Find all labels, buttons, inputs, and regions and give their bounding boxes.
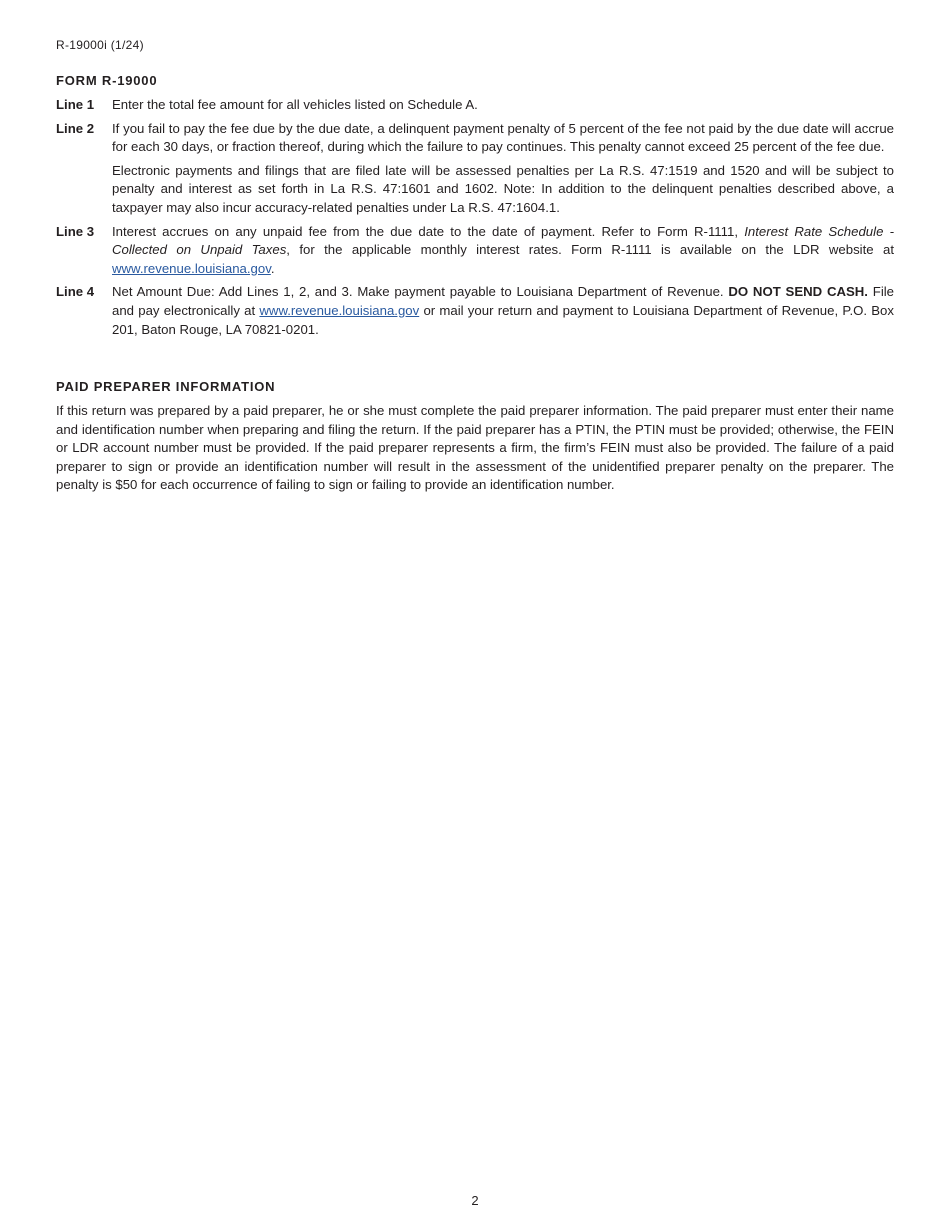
line-label: Line 3 [56, 223, 95, 239]
page-number: 2 [471, 1193, 479, 1208]
line-text [112, 120, 894, 218]
electronic-penalty-paragraph: Electronic payments and filings that are filed late will be assessed penalties per La R.S. 47:1519 and 1520 and will be subject to penalty and interest as set forth in La R.S. 47:1601 and 1602. Note: In addition to the delinquent penalties described above, a taxpayer may also incur accuracy-related penalties under La R.S. 47:1604.1. [112, 162, 894, 215]
ldr-website-link[interactable]: www.revenue.louisiana.gov [112, 260, 271, 276]
penalty-paragraph: If you fail to pay the fee due by the due date, a delinquent payment penalty of 5 percent of the fee not paid by the due date will accrue for each 30 days, or fraction thereof, during which the failure to pay continues. This penalty cannot exceed 25 percent of the fee due. [112, 120, 894, 155]
line-3-instruction [56, 223, 894, 279]
no-cash-warning: DO NOT SEND CASH. [728, 284, 868, 300]
line-4-instruction [56, 283, 894, 339]
line-instructions [56, 96, 894, 344]
line-text: Interest accrues on any unpaid fee from the due date to the date of payment. Refer to Form R-1111, Interest Rate Schedule - Collected on Unpaid Taxes, for the applicable monthly interest rates. Form R-1111 is available on the LDR website at www.revenue.louisiana.gov. [112, 223, 894, 276]
line-text: Enter the total fee amount for all vehicles listed on Schedule A. [112, 97, 478, 112]
section-title-form: FORM R-19000 [56, 73, 158, 88]
line-1-instruction [56, 96, 894, 115]
line-text: Net Amount Due: Add Lines 1, 2, and 3. Make payment payable to Louisiana Department of Revenue. DO NOT SEND CASH. File and pay electronically at www.revenue.louisiana.gov or mail your return and payment to Louisiana Department of Revenue, P.O. Box 201, Baton Rouge, LA 70821-0201. [112, 284, 895, 337]
line-label: Line 2 [56, 120, 95, 136]
section-title-preparer: PAID PREPARER INFORMATION [56, 379, 276, 394]
form-code: R-19000i (1/24) [56, 38, 144, 52]
line-label: Line 4 [56, 284, 95, 300]
rate-schedule-title: Interest Rate Schedule - Collected on Unpaid Taxes [112, 223, 894, 258]
preparer-paragraph: If this return was prepared by a paid preparer, he or she must complete the paid preparer information. The paid preparer must enter their name and identification number when preparing and filing the return. If the paid preparer has a PTIN, the PTIN must be provided; otherwise, the FEIN or LDR account number must be provided. If the paid preparer represents a firm, the firm’s FEIN must also be provided. The failure of a paid preparer to sign or provide an identification number will result in the assessment of the unidentified preparer penalty on the preparer. The penalty is $50 for each occurrence of failing to sign or failing to provide an identification number. [56, 403, 894, 493]
ldr-website-link[interactable]: www.revenue.louisiana.gov [259, 302, 420, 318]
line-label: Line 1 [56, 97, 95, 112]
line-2-instruction [56, 120, 894, 218]
